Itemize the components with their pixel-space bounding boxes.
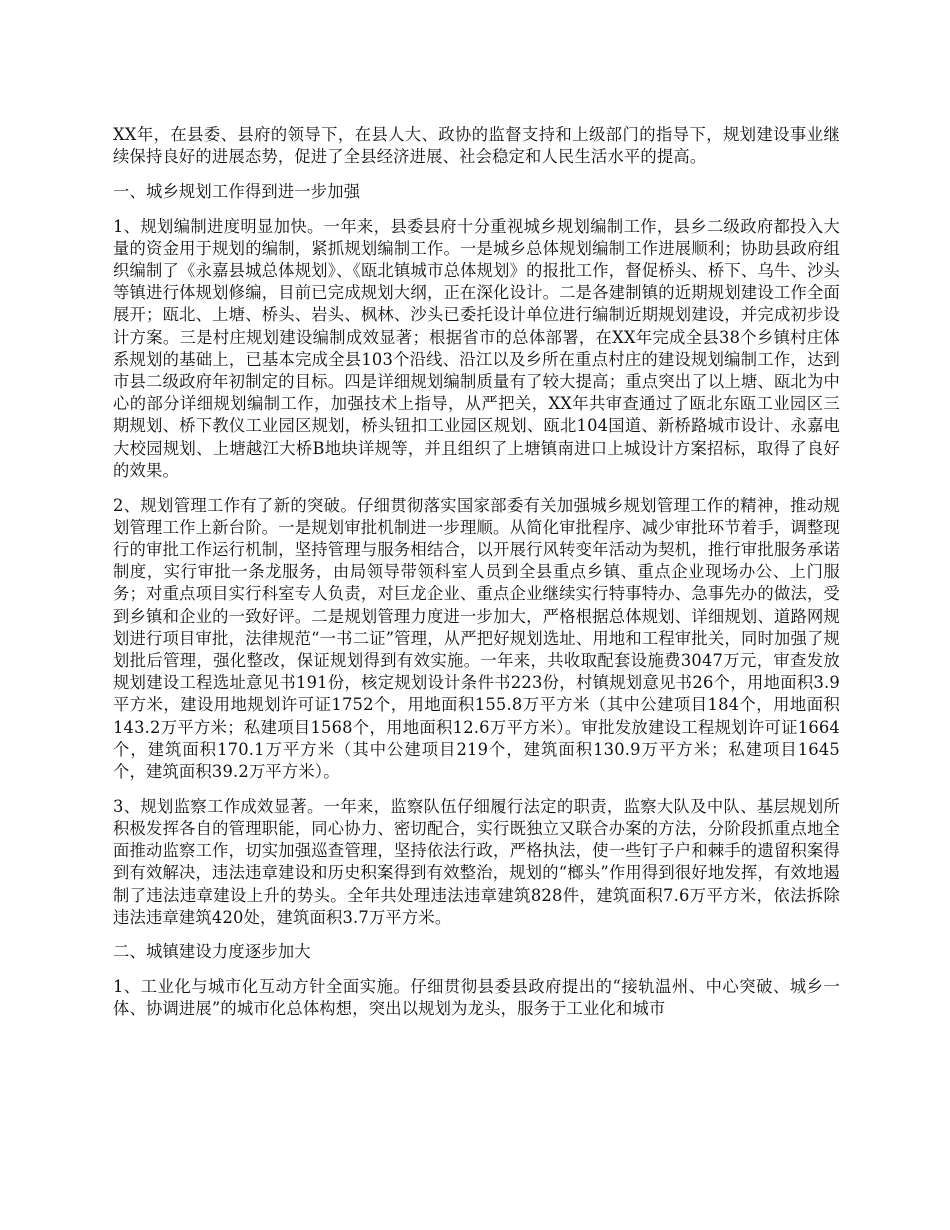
- paragraph-planning-compilation: 1、规划编制进度明显加快。一年来，县委县府十分重视城乡规划编制工作，县乡二级政府都投入大量的资金用于规划的编制，紧抓规划编制工作。一是城乡总体规划编制工作进展顺利；协助县政府组织编制了《永嘉县城总体规划》、《瓯北镇城市总体规划》的报批工作，督促桥头、桥下、乌牛、沙头等镇进行体规划修编，目前已完成规划大纲，正在深化设计。二是各建制镇的近期规划建设工作全面展开；瓯北、上塘、桥头、岩头、枫林、沙头已委托设计单位进行编制近期规划建设，并完成初步设计方案。三是村庄规划建设编制成效显著；根据省市的总体部署，在XX年完成全县38个乡镇村庄体系规划的基础上，已基本完成全县103个沿线、沿江以及乡所在重点村庄的建设规划编制工作，达到市县二级政府年初制定的目标。四是详细规划编制质量有了较大提高；重点突出了以上塘、瓯北为中心的部分详细规划编制工作，加强技术上指导，从严把关，XX年共审查通过了瓯北东瓯工业园区三期规划、桥下教仪工业园区规划，桥头钮扣工业园区规划、瓯北104国道、新桥路城市设计、永嘉电大校园规划、上塘越江大桥B地块详规等，并且组织了上塘镇南进口上城设计方案招标，取得了良好的效果。: [113, 216, 840, 480]
- section-heading-1: 一、城乡规划工作得到进一步加强: [113, 181, 361, 201]
- section-heading-2: 二、城镇建设力度逐步加大: [113, 942, 311, 962]
- paragraph-industrialization: 1、工业化与城市化互动方针全面实施。仔细贯彻县委县政府提出的“接轨温州、中心突破、城乡一体、协调进展”的城市化总体构想，突出以规划为龙头，服务于工业化和城市: [113, 977, 840, 1019]
- paragraph-planning-supervision: 3、规划监察工作成效显著。一年来，监察队伍仔细履行法定的职责，监察大队及中队、基层规划所积极发挥各自的管理职能，同心协力、密切配合，实行既独立又联合办案的方法，分阶段抓重点地全面推动监察工作，切实加强巡查管理，坚持依法行政，严格执法，使一些钉子户和棘手的遗留积案得到有效解决，违法违章建设和历史积案得到有效整治，规划的“榔头”作用得到很好地发挥，有效地遏制了违法违章建设上升的势头。全年共处理违法违章建筑828件，建筑面积7.6万平方米，依法拆除违法违章建筑420处，建筑面积3.7万平方米。: [113, 796, 840, 927]
- intro-paragraph: XX年，在县委、县府的领导下，在县人大、政协的监督支持和上级部门的指导下，规划建设事业继续保持良好的进展态势，促进了全县经济进展、社会稳定和人民生活水平的提高。: [113, 125, 840, 167]
- paragraph-planning-management: 2、规划管理工作有了新的突破。仔细贯彻落实国家部委有关加强城乡规划管理工作的精神，推动规划管理工作上新台阶。一是规划审批机制进一步理顺。从简化审批程序、减少审批环节着手，调整现行的审批工作运行机制，坚持管理与服务相结合，以开展行风转变年活动为契机，推行审批服务承诺制度，实行审批一条龙服务，由局领导带领科室人员到全县重点乡镇、重点企业现场办公、上门服务；对重点项目实行科室专人负责，对巨龙企业、重点企业继续实行特事特办、急事先办的做法，受到乡镇和企业的一致好评。二是规划管理力度进一步加大，严格根据总体规划、详细规划、道路网规划进行项目审批，法律规范“一书二证”管理，从严把好规划选址、用地和工程审批关，同时加强了规划批后管理，强化整改，保证规划得到有效实施。一年来，共收取配套设施费3047万元，审查发放规划建设工程选址意见书191份，核定规划设计条件书223份，村镇规划意见书26个，用地面积3.9平方米，建设用地规划许可证1752个，用地面积155.8万平方米（其中公建项目184个，用地面积143.2万平方米；私建项目1568个，用地面积12.6万平方米）。审批发放建设工程规划许可证1664个，建筑面积170.1万平方米（其中公建项目219个，建筑面积130.9万平方米；私建项目1645个，建筑面积39.2万平方米）。: [113, 495, 840, 781]
- document-body: [113, 124, 840, 1033]
